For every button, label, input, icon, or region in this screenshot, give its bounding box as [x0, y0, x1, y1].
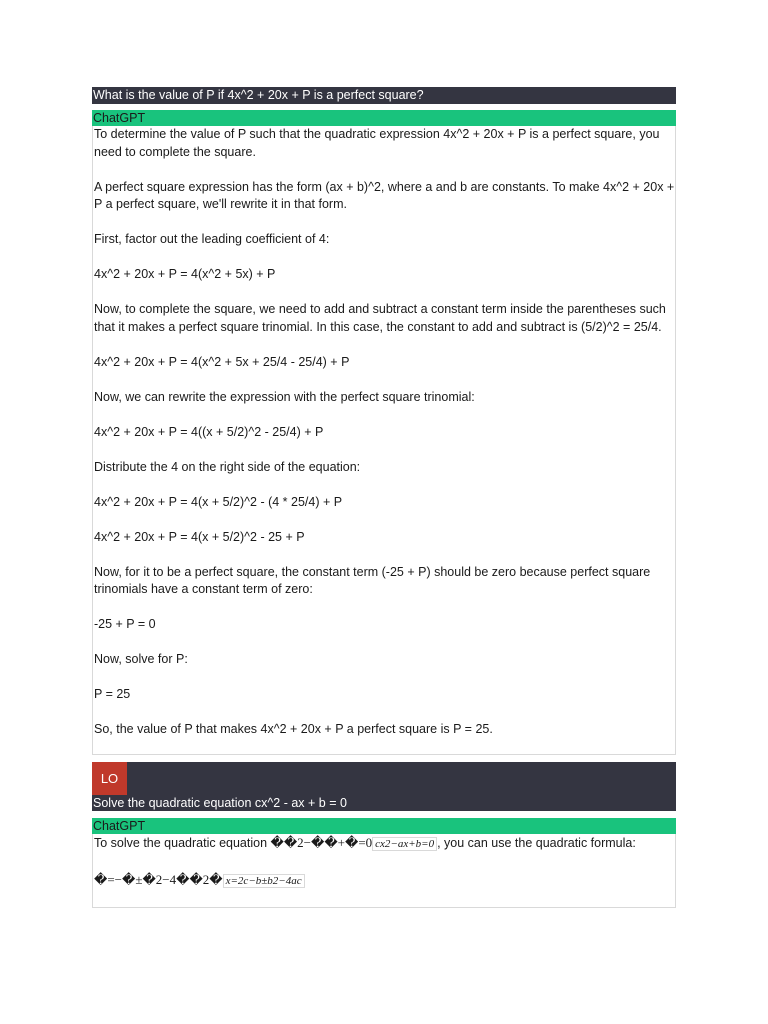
user-question: What is the value of P if 4x^2 + 20x + P is a perfect square?: [92, 87, 676, 104]
answer-paragraph: So, the value of P that makes 4x^2 + 20x + P a perfect square is P = 25.: [94, 722, 493, 736]
exchange-2: [92, 762, 676, 908]
responder-label: ChatGPT: [92, 818, 676, 834]
answer-paragraph: 4x^2 + 20x + P = 4((x + 5/2)^2 - 25/4) + P: [94, 424, 324, 439]
chat-transcript: [92, 87, 676, 908]
exchange-1: [92, 87, 676, 755]
assistant-answer: [92, 834, 676, 908]
answer-paragraph: 4x^2 + 20x + P = 4(x^2 + 5x) + P: [94, 267, 276, 281]
avatar: LO: [92, 762, 127, 795]
answer-paragraph: First, factor out the leading coefficient of 4:: [94, 232, 330, 246]
intro-suffix: , you can use the quadratic formula:: [437, 836, 636, 850]
answer-paragraph: 4x^2 + 20x + P = 4(x + 5/2)^2 - 25 + P: [94, 529, 305, 544]
answer-paragraph: 4x^2 + 20x + P = 4(x^2 + 5x + 25/4 - 25/4) + P: [94, 354, 350, 369]
garbled-formula: �=−�±�2−4��2�: [94, 872, 223, 887]
answer-paragraph: [94, 834, 675, 854]
answer-paragraph: Now, we can rewrite the expression with the perfect square trinomial:: [94, 389, 475, 404]
answer-paragraph: Distribute the 4 on the right side of the equation:: [94, 459, 361, 474]
answer-paragraph: P = 25: [94, 687, 131, 701]
quadratic-formula: [94, 871, 675, 891]
answer-paragraph: Now, for it to be a perfect square, the constant term (-25 + P) should be zero because perfect square trinomials have a constant term of zero:: [94, 564, 651, 596]
answer-paragraph: A perfect square expression has the form (ax + b)^2, where a and b are constants. To make 4x^2 + 20x + P a perfect square, we'll rewrite it in that form.: [94, 179, 675, 211]
answer-paragraph: Now, solve for P:: [94, 652, 188, 666]
answer-paragraph: To determine the value of P such that the quadratic expression 4x^2 + 20x + P is a perfect square, you need to complete the square.: [94, 127, 660, 159]
answer-paragraph: Now, to complete the square, we need to add and subtract a constant term inside the parentheses such that it makes a perfect square trinomial. In this case, the constant to add and subtract is (5/2)^2 = 25/4.: [94, 302, 666, 334]
math-expression: cx2−ax+b=0: [372, 837, 437, 851]
formula-expression: x=2c−b±b2−4ac: [223, 874, 305, 888]
user-question: Solve the quadratic equation cx^2 - ax + b = 0: [93, 796, 347, 810]
answer-paragraph: -25 + P = 0: [94, 617, 156, 631]
user-message: [92, 762, 676, 811]
assistant-answer: [92, 126, 676, 755]
answer-paragraph: 4x^2 + 20x + P = 4(x + 5/2)^2 - (4 * 25/4) + P: [94, 494, 343, 509]
intro-text: To solve the quadratic equation: [94, 836, 271, 850]
garbled-math: ��2−��+�=0: [270, 835, 373, 850]
responder-label: ChatGPT: [92, 110, 676, 126]
